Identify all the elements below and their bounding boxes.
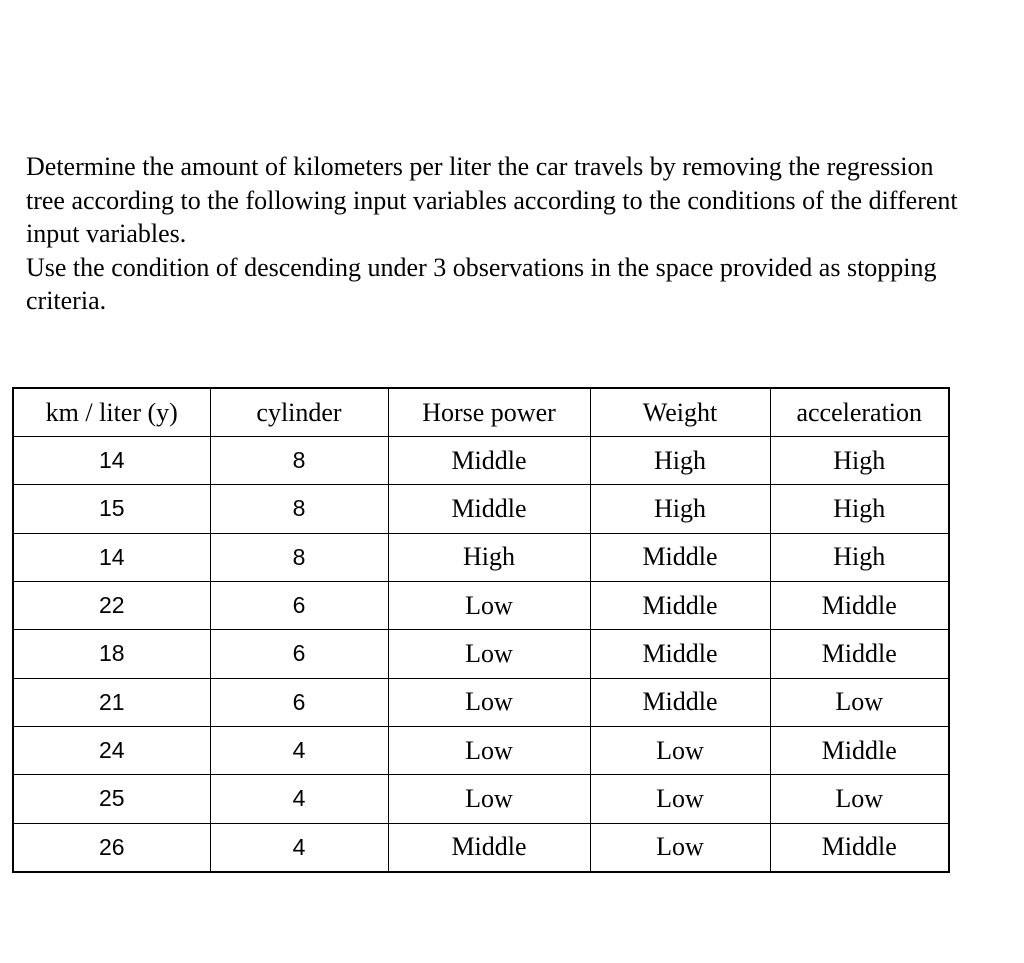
cell-km-per-liter: 14 bbox=[13, 533, 210, 581]
table-row bbox=[13, 678, 949, 726]
cell-cylinder: 8 bbox=[210, 485, 388, 533]
cell-km-per-liter: 14 bbox=[13, 437, 210, 485]
cell-horse-power: Low bbox=[388, 775, 590, 823]
header-acceleration: acceleration bbox=[770, 388, 949, 437]
cell-cylinder: 6 bbox=[210, 630, 388, 678]
cell-km-per-liter: 18 bbox=[13, 630, 210, 678]
cell-km-per-liter: 21 bbox=[13, 678, 210, 726]
cell-horse-power: Middle bbox=[388, 823, 590, 872]
table-row bbox=[13, 581, 949, 629]
cell-acceleration: Middle bbox=[770, 726, 949, 774]
cell-horse-power: Middle bbox=[388, 485, 590, 533]
cell-horse-power: Low bbox=[388, 678, 590, 726]
table-row bbox=[13, 437, 949, 485]
cell-km-per-liter: 22 bbox=[13, 581, 210, 629]
cell-acceleration: Low bbox=[770, 775, 949, 823]
cell-weight: High bbox=[590, 437, 770, 485]
cell-cylinder: 8 bbox=[210, 533, 388, 581]
cell-weight: High bbox=[590, 485, 770, 533]
table-row bbox=[13, 823, 949, 872]
problem-statement bbox=[26, 150, 966, 318]
cell-horse-power: Low bbox=[388, 726, 590, 774]
cell-km-per-liter: 26 bbox=[13, 823, 210, 872]
cell-cylinder: 4 bbox=[210, 775, 388, 823]
cell-acceleration: Middle bbox=[770, 823, 949, 872]
observations-table bbox=[12, 387, 950, 873]
cell-horse-power: High bbox=[388, 533, 590, 581]
cell-cylinder: 4 bbox=[210, 726, 388, 774]
cell-cylinder: 6 bbox=[210, 581, 388, 629]
table-header-row bbox=[13, 388, 949, 437]
cell-acceleration: High bbox=[770, 533, 949, 581]
table-row bbox=[13, 630, 949, 678]
cell-km-per-liter: 25 bbox=[13, 775, 210, 823]
cell-weight: Middle bbox=[590, 678, 770, 726]
cell-cylinder: 8 bbox=[210, 437, 388, 485]
cell-weight: Middle bbox=[590, 533, 770, 581]
cell-acceleration: Middle bbox=[770, 630, 949, 678]
table-row bbox=[13, 726, 949, 774]
cell-km-per-liter: 15 bbox=[13, 485, 210, 533]
cell-km-per-liter: 24 bbox=[13, 726, 210, 774]
cell-horse-power: Middle bbox=[388, 437, 590, 485]
cell-cylinder: 4 bbox=[210, 823, 388, 872]
cell-weight: Middle bbox=[590, 581, 770, 629]
table-row bbox=[13, 485, 949, 533]
table-row bbox=[13, 775, 949, 823]
cell-weight: Low bbox=[590, 775, 770, 823]
cell-horse-power: Low bbox=[388, 581, 590, 629]
header-weight: Weight bbox=[590, 388, 770, 437]
cell-acceleration: High bbox=[770, 437, 949, 485]
cell-weight: Low bbox=[590, 823, 770, 872]
cell-horse-power: Low bbox=[388, 630, 590, 678]
cell-weight: Middle bbox=[590, 630, 770, 678]
table-row bbox=[13, 533, 949, 581]
cell-acceleration: High bbox=[770, 485, 949, 533]
cell-acceleration: Low bbox=[770, 678, 949, 726]
cell-weight: Low bbox=[590, 726, 770, 774]
header-cylinder: cylinder bbox=[210, 388, 388, 437]
header-km-per-liter: km / liter (y) bbox=[13, 388, 210, 437]
cell-cylinder: 6 bbox=[210, 678, 388, 726]
instruction-paragraph: Determine the amount of kilometers per liter the car travels by removing the regression tree according to the following input variables according to the conditions of the different input variables. bbox=[26, 152, 958, 248]
header-horse-power: Horse power bbox=[388, 388, 590, 437]
stopping-criteria-paragraph: Use the condition of descending under 3 observations in the space provided as stopping criteria. bbox=[26, 252, 937, 315]
cell-acceleration: Middle bbox=[770, 581, 949, 629]
